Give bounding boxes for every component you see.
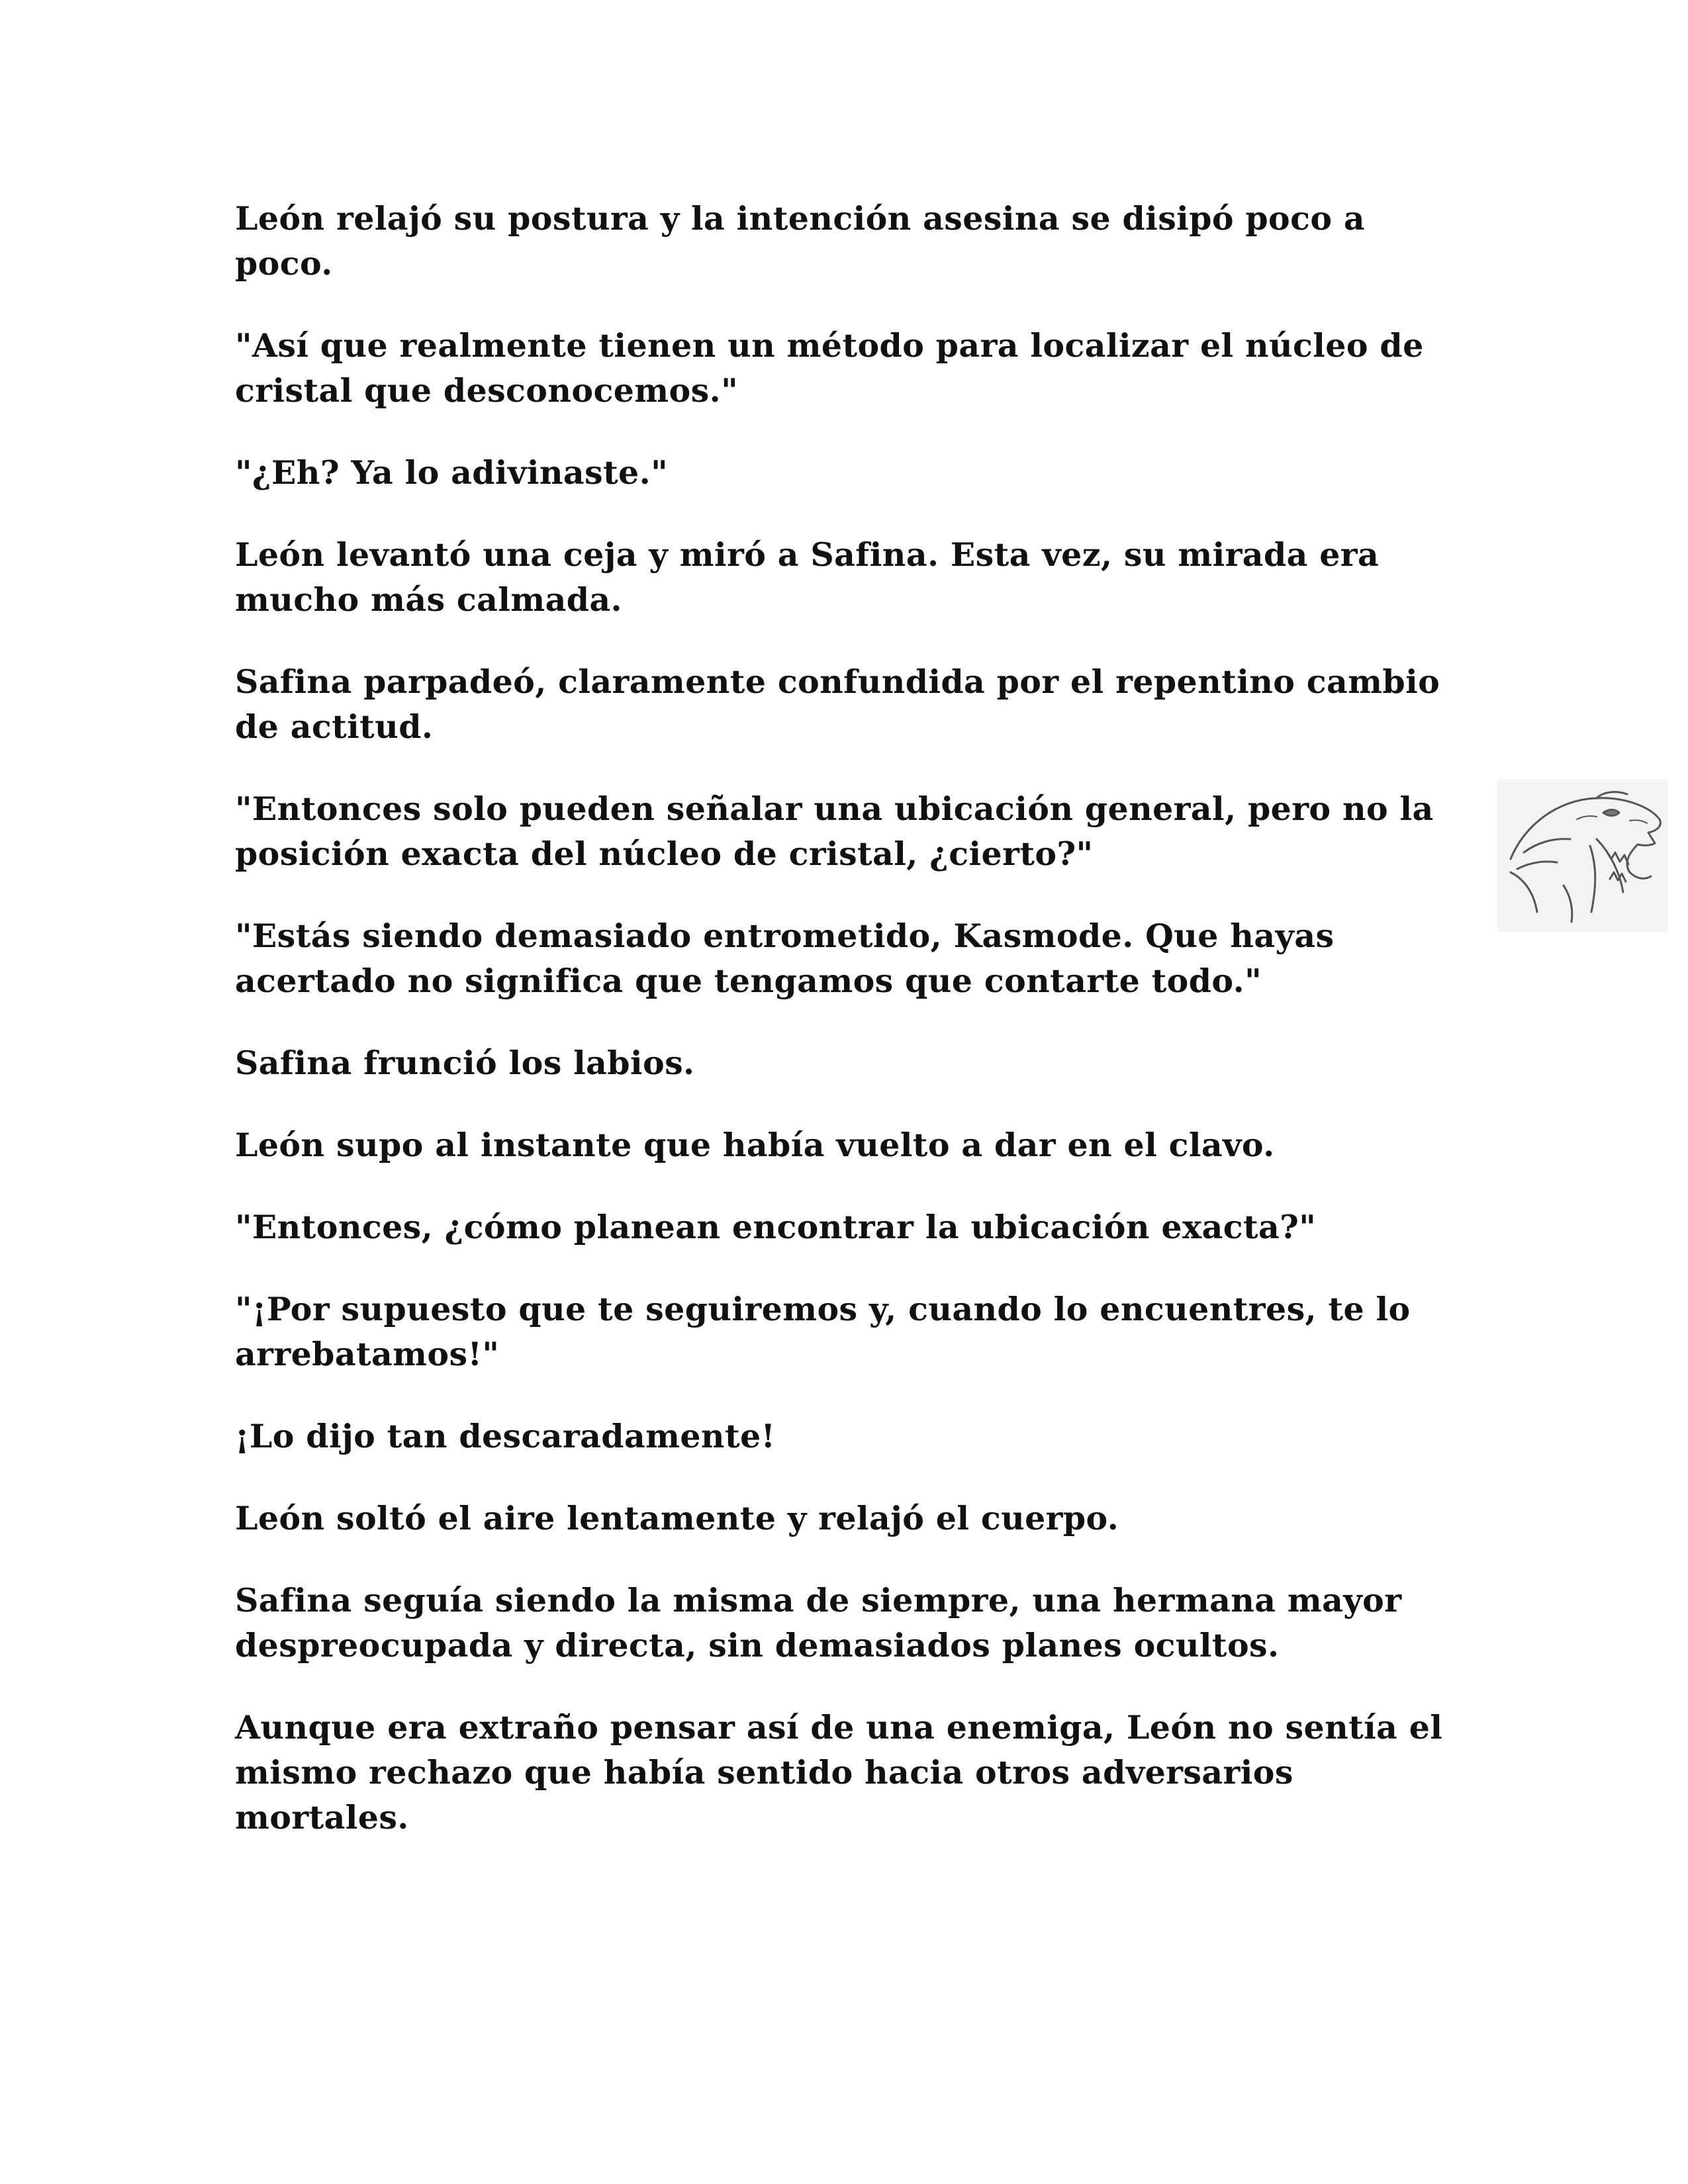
- paragraph-11: "¡Por supuesto que te seguiremos y, cuando lo encuentres, te lo arrebatamos!": [235, 1290, 1411, 1373]
- paragraph-2: "Así que realmente tienen un método para localizar el núcleo de cristal que desconocemos.": [235, 326, 1424, 410]
- paragraph-4: León levantó una ceja y miró a Safina. Esta vez, su mirada era mucho más calmada.: [235, 535, 1380, 619]
- dinosaur-head-sketch-icon: [1497, 780, 1668, 932]
- paragraph-12: ¡Lo dijo tan descaradamente!: [235, 1417, 776, 1455]
- paragraph-3: "¿Eh? Ya lo adivinaste.": [235, 453, 668, 492]
- paragraph-6: "Entonces solo pueden señalar una ubicación general, pero no la posición exacta del núcleo de cristal, ¿cierto?": [235, 790, 1434, 873]
- paragraph-10: "Entonces, ¿cómo planean encontrar la ubicación exacta?": [235, 1208, 1317, 1246]
- paragraph-9: León supo al instante que había vuelto a dar en el clavo.: [235, 1126, 1275, 1164]
- paragraph-8: Safina frunció los labios.: [235, 1044, 695, 1082]
- paragraph-15: Aunque era extraño pensar así de una enemiga, León no sentía el mismo rechazo que había sentido hacia otros adversarios mortales.: [235, 1708, 1443, 1837]
- paragraph-7: "Estás siendo demasiado entrometido, Kasmode. Que hayas acertado no significa que tengamos que contarte todo.": [235, 917, 1335, 1000]
- body-text: [235, 196, 1466, 1877]
- paragraph-1: León relajó su postura y la intención asesina se disipó poco a poco.: [235, 199, 1366, 283]
- paragraph-13: León soltó el aire lentamente y relajó el cuerpo.: [235, 1499, 1119, 1537]
- paragraph-14: Safina seguía siendo la misma de siempre, una hermana mayor despreocupada y directa, sin demasiados planes ocultos.: [235, 1581, 1402, 1664]
- paragraph-5: Safina parpadeó, claramente confundida por el repentino cambio de actitud.: [235, 662, 1440, 746]
